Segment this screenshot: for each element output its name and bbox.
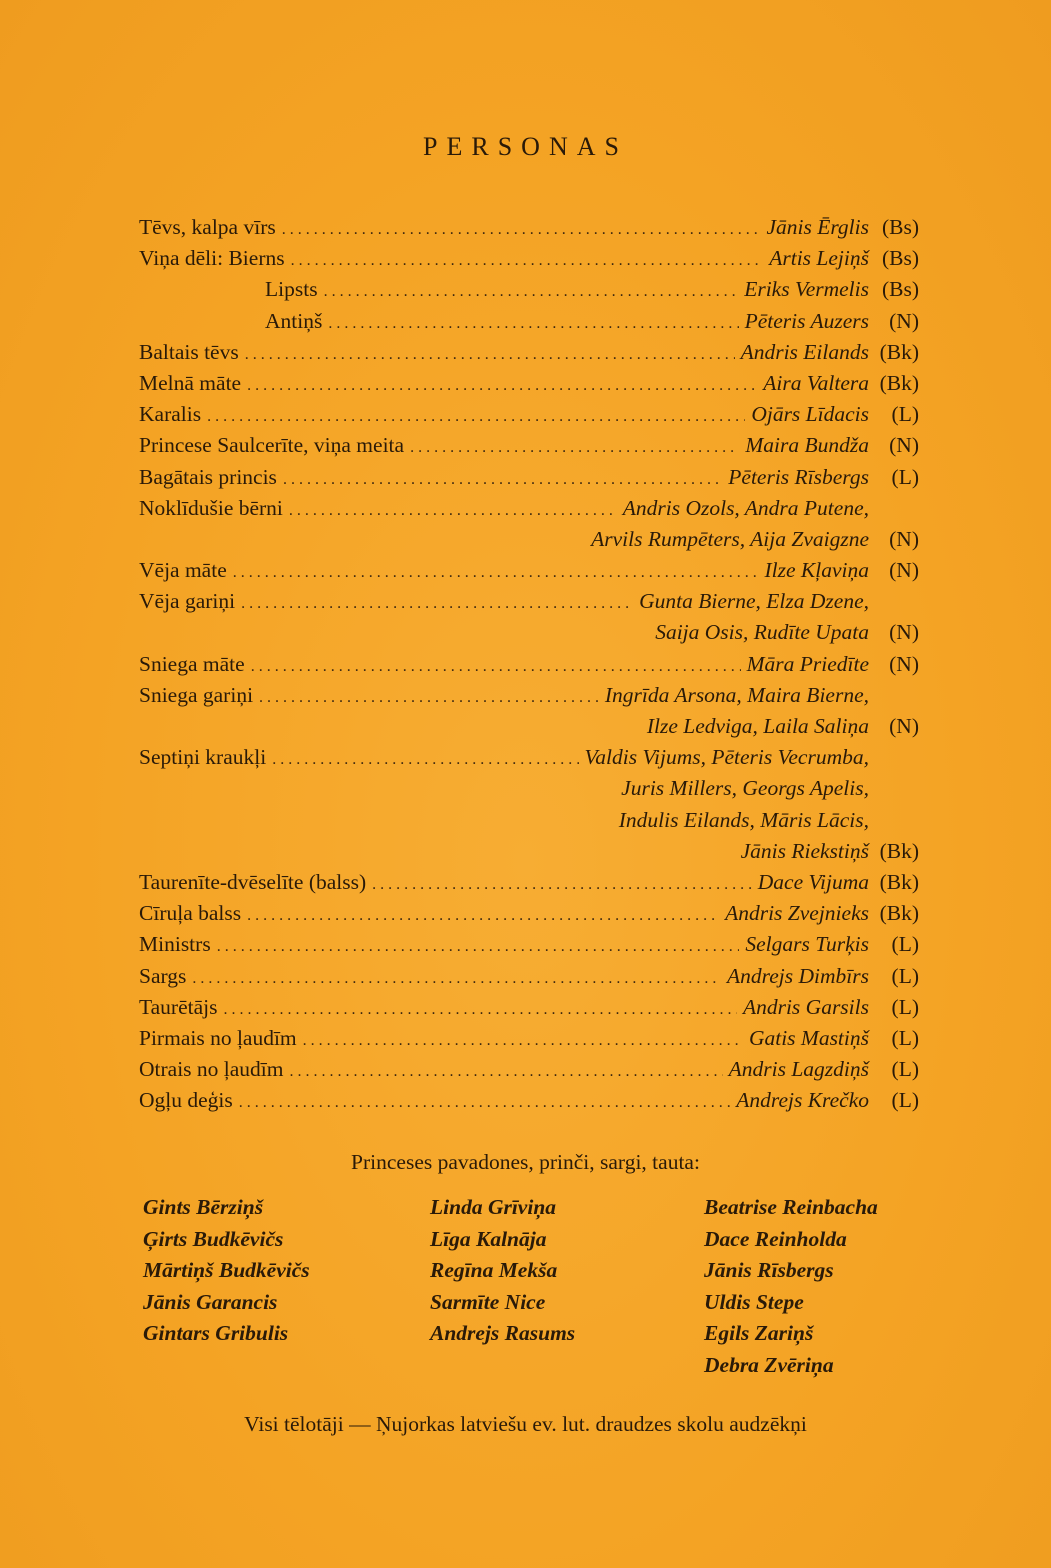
cast-role: Lipsts xyxy=(265,277,318,302)
dot-leader xyxy=(372,869,752,900)
cast-row xyxy=(139,1023,919,1054)
cast-role: Sniega māte xyxy=(139,651,245,676)
cast-role: Vēja gariņi xyxy=(139,589,236,614)
cast-row xyxy=(139,805,919,836)
cast-row xyxy=(139,929,919,960)
cast-role: Cīruļa balss xyxy=(139,901,242,926)
cast-actor: Maira Bundža xyxy=(745,433,869,458)
cast-row xyxy=(139,961,919,992)
ensemble-column-1 xyxy=(143,1192,310,1350)
dot-leader xyxy=(241,588,633,619)
cast-voice-type: (N) xyxy=(889,620,919,645)
ensemble-member: Mārtiņš Budkēvičs xyxy=(143,1258,310,1282)
cast-row xyxy=(139,274,919,305)
cast-row xyxy=(139,243,919,274)
ensemble-member: Jānis Garancis xyxy=(143,1289,278,1314)
dot-leader xyxy=(282,214,761,245)
ensemble-column-2 xyxy=(430,1192,575,1350)
dot-leader xyxy=(247,900,719,931)
cast-role: Melnā māte xyxy=(139,370,242,395)
cast-row xyxy=(139,212,919,243)
dot-leader xyxy=(233,557,759,588)
cast-actor: Aira Valtera xyxy=(763,370,869,395)
dot-leader xyxy=(223,994,736,1025)
cast-voice-type: (N) xyxy=(889,433,919,458)
cast-actor: Andrejs Krečko xyxy=(736,1088,869,1113)
cast-actor: Selgars Turķis xyxy=(745,932,869,957)
cast-actor: Ilze Ledviga, Laila Saliņa xyxy=(646,714,869,738)
dot-leader xyxy=(217,931,740,962)
dot-leader xyxy=(259,682,599,713)
cast-voice-type: (L) xyxy=(891,1057,919,1082)
ensemble-member: Beatrise Reinbacha xyxy=(704,1195,878,1219)
cast-voice-type: (Bs) xyxy=(881,246,919,271)
cast-actor: Valdis Vijums, Pēteris Vecrumba, xyxy=(584,745,869,770)
cast-actor: Māra Priedīte xyxy=(746,651,869,676)
cast-role: Bagātais princis xyxy=(139,464,277,489)
cast-voice-type: (L) xyxy=(891,1088,919,1113)
dot-leader xyxy=(410,432,739,463)
ensemble-member: Andrejs Rasums xyxy=(430,1321,576,1345)
cast-voice-type: (L) xyxy=(891,932,919,957)
dot-leader xyxy=(251,651,741,682)
cast-voice-type: (Bk) xyxy=(879,339,919,364)
ensemble-member: Līga Kalnāja xyxy=(430,1226,547,1251)
cast-row xyxy=(139,898,919,929)
cast-row xyxy=(139,586,919,617)
cast-row xyxy=(139,742,919,773)
cast-actor: Andris Zvejnieks xyxy=(725,901,869,926)
cast-role: Otrais no ļaudīm xyxy=(139,1057,284,1082)
cast-actor: Dace Vijuma xyxy=(757,869,869,894)
ensemble-member: Jānis Rīsbergs xyxy=(704,1258,834,1282)
dot-leader xyxy=(290,1056,723,1087)
cast-voice-type: (N) xyxy=(889,558,919,583)
cast-actor: Andris Eilands xyxy=(740,339,869,364)
cast-actor: Pēteris Rīsbergs xyxy=(728,464,869,489)
cast-voice-type: (L) xyxy=(891,402,919,427)
cast-voice-type: (L) xyxy=(891,464,919,489)
ensemble-column-3 xyxy=(704,1192,878,1381)
cast-actor: Saija Osis, Rudīte Upata xyxy=(655,620,869,645)
cast-actor: Arvils Rumpēters, Aija Zvaigzne xyxy=(591,526,869,551)
cast-actor: Jānis Riekstiņš xyxy=(740,838,869,863)
cast-row xyxy=(139,493,919,524)
cast-role: Antiņš xyxy=(265,308,323,333)
ensemble-member: Uldis Stepe xyxy=(704,1289,804,1314)
cast-actor: Juris Millers, Georgs Apelis, xyxy=(621,776,869,801)
cast-voice-type: (Bs) xyxy=(881,215,919,239)
dot-leader xyxy=(272,744,578,775)
ensemble-member: Dace Reinholda xyxy=(704,1226,847,1251)
cast-voice-type: (N) xyxy=(889,714,919,738)
page-title: PERSONAS xyxy=(423,132,628,161)
cast-row xyxy=(139,992,919,1023)
dot-leader xyxy=(324,276,739,307)
dot-leader xyxy=(303,1025,743,1056)
cast-role: Princese Saulcerīte, viņa meita xyxy=(139,433,405,458)
cast-actor: Andrejs Dimbīrs xyxy=(727,963,869,988)
cast-role: Taurenīte-dvēselīte (balss) xyxy=(139,869,367,894)
cast-actor: Eriks Vermelis xyxy=(744,277,869,302)
cast-row xyxy=(139,711,919,742)
cast-role: Karalis xyxy=(139,402,202,427)
cast-role: Sargs xyxy=(139,963,187,988)
cast-voice-type: (Bk) xyxy=(879,901,919,926)
ensemble-member: Sarmīte Nice xyxy=(430,1289,546,1314)
dot-leader xyxy=(207,401,745,432)
dot-leader xyxy=(245,339,735,370)
cast-row xyxy=(139,430,919,461)
cast-actor: Andris Garsils xyxy=(742,994,869,1019)
cast-voice-type: (Bk) xyxy=(879,838,919,863)
cast-actor: Artis Lejiņš xyxy=(769,246,869,271)
cast-row xyxy=(139,337,919,368)
cast-row xyxy=(139,1054,919,1085)
cast-actor: Pēteris Auzers xyxy=(744,308,869,333)
cast-actor: Ilze Kļaviņa xyxy=(764,558,869,583)
ensemble-member: Gintars Gribulis xyxy=(143,1321,289,1345)
dot-leader xyxy=(192,963,721,994)
dot-leader xyxy=(289,495,617,526)
cast-role: Pirmais no ļaudīm xyxy=(139,1025,297,1050)
cast-role: Sniega gariņi xyxy=(139,682,254,707)
dot-leader xyxy=(283,464,722,495)
ensemble-member: Debra Zvēriņa xyxy=(704,1352,834,1377)
ensemble-member: Egils Zariņš xyxy=(704,1321,814,1345)
cast-voice-type: (N) xyxy=(889,651,919,676)
cast-row xyxy=(139,524,919,555)
cast-role: Baltais tēvs xyxy=(139,339,239,364)
ensemble-member: Linda Grīviņa xyxy=(430,1195,557,1219)
cast-row xyxy=(139,836,919,867)
dot-leader xyxy=(247,370,757,401)
cast-row xyxy=(139,649,919,680)
cast-voice-type: (Bk) xyxy=(879,869,919,894)
ensemble-member: Regīna Mekša xyxy=(430,1258,558,1282)
cast-list xyxy=(139,212,919,1116)
cast-actor: Andris Lagzdiņš xyxy=(728,1057,869,1082)
cast-row xyxy=(139,617,919,648)
cast-row xyxy=(139,680,919,711)
cast-voice-type: (L) xyxy=(891,994,919,1019)
cast-row xyxy=(139,306,919,337)
cast-row xyxy=(139,867,919,898)
cast-role: Ministrs xyxy=(139,932,211,957)
cast-actor: Andris Ozols, Andra Putene, xyxy=(622,495,869,520)
cast-role: Septiņi kraukļi xyxy=(139,745,267,770)
cast-row xyxy=(139,1085,919,1116)
cast-voice-type: (N) xyxy=(889,308,919,333)
cast-row xyxy=(139,773,919,804)
ensemble-member: Ģirts Budkēvičs xyxy=(143,1226,284,1251)
ensemble-member: Gints Bērziņš xyxy=(143,1195,264,1219)
cast-role: Vēja māte xyxy=(139,558,227,583)
footer-note: Visi tēlotāji — Ņujorkas latviešu ev. lut. draudzes skolu audzēkņi xyxy=(244,1412,807,1436)
cast-actor: Indulis Eilands, Māris Lācis, xyxy=(618,807,869,832)
cast-role: Viņa dēli: Bierns xyxy=(139,246,285,271)
cast-row xyxy=(139,555,919,586)
cast-actor: Jānis Ērglis xyxy=(766,215,869,239)
cast-actor: Gatis Mastiņš xyxy=(748,1025,869,1050)
dot-leader xyxy=(239,1087,730,1118)
ensemble-heading: Princeses pavadones, prinči, sargi, tauta: xyxy=(351,1150,700,1174)
dot-leader xyxy=(328,308,738,339)
cast-role: Ogļu deģis xyxy=(139,1088,233,1113)
cast-role: Noklīdušie bērni xyxy=(139,495,283,520)
cast-actor: Ojārs Līdacis xyxy=(751,402,869,427)
cast-row xyxy=(139,368,919,399)
cast-voice-type: (L) xyxy=(891,1025,919,1050)
dot-leader xyxy=(291,245,764,276)
cast-actor: Gunta Bierne, Elza Dzene, xyxy=(639,589,869,614)
cast-voice-type: (Bk) xyxy=(879,370,919,395)
cast-row xyxy=(139,399,919,430)
cast-actor: Ingrīda Arsona, Maira Bierne, xyxy=(604,682,869,707)
cast-voice-type: (Bs) xyxy=(881,277,919,302)
cast-role: Taurētājs xyxy=(139,994,218,1019)
cast-voice-type: (N) xyxy=(889,526,919,551)
cast-row xyxy=(139,462,919,493)
cast-role: Tēvs, kalpa vīrs xyxy=(139,215,276,239)
cast-voice-type: (L) xyxy=(891,963,919,988)
